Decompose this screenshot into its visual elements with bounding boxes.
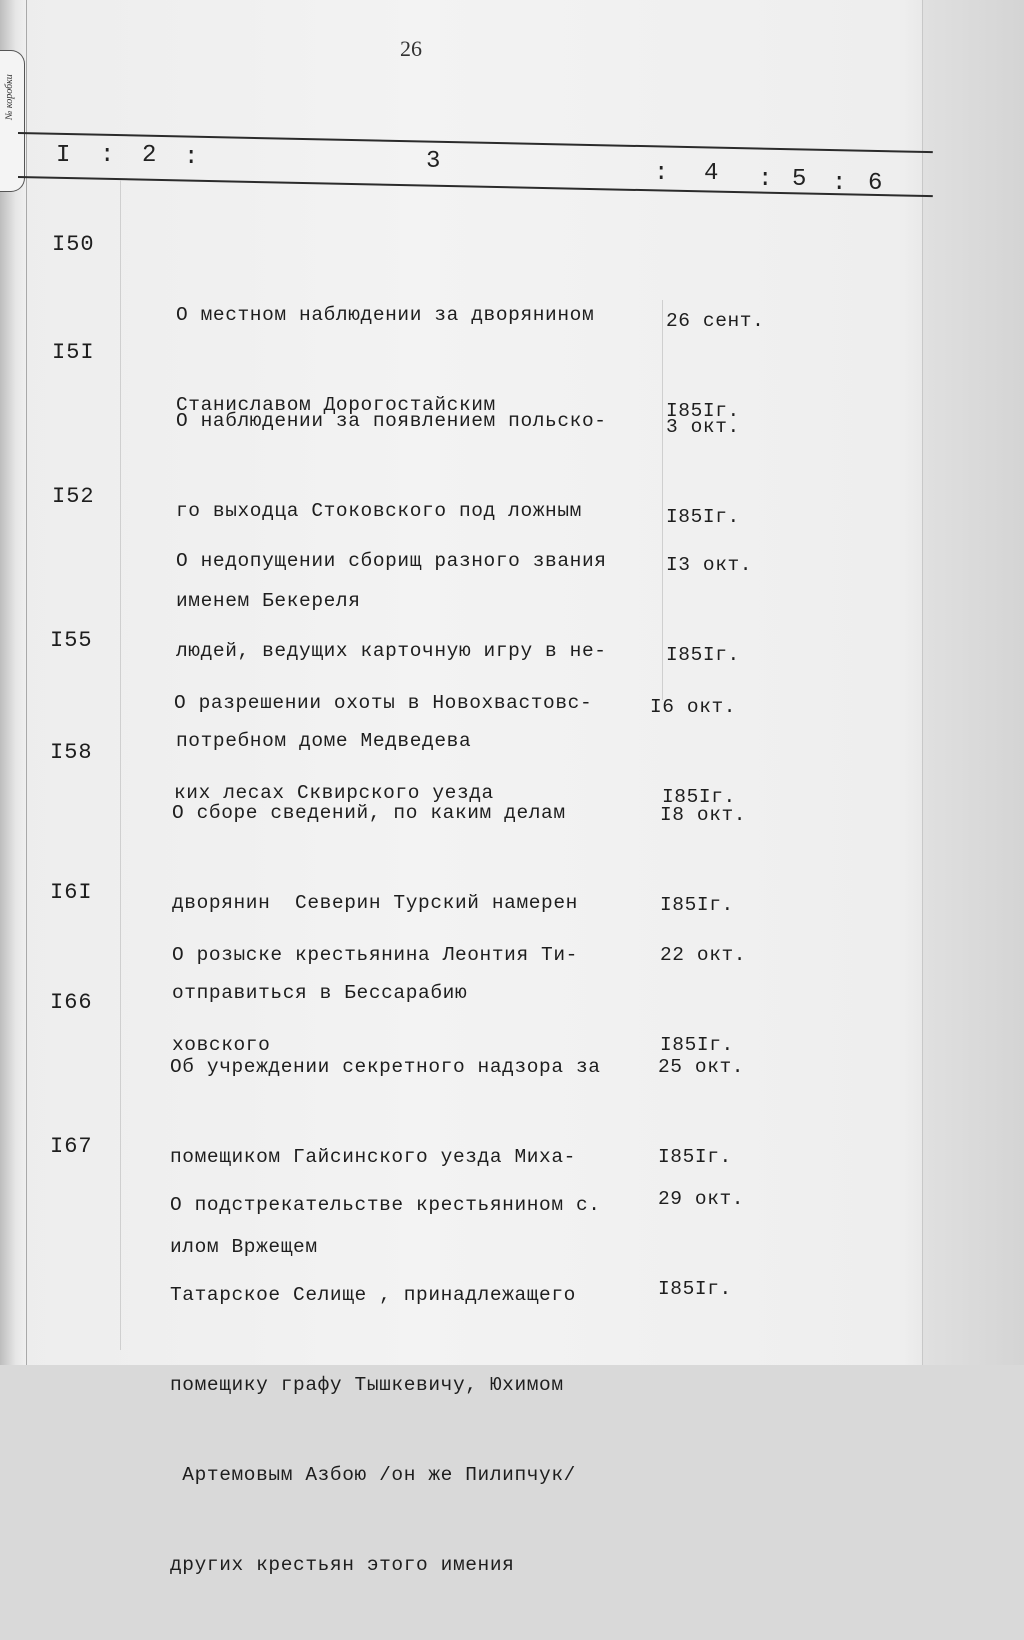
case-date [658, 1124, 744, 1364]
binding-edge [0, 0, 27, 1365]
date-day: 25 окт. [658, 1056, 745, 1078]
column-separator: : [758, 166, 773, 193]
page-number: 26 [400, 36, 422, 61]
date-year: I85Iг. [666, 506, 740, 528]
column-separator: : [832, 170, 847, 197]
date-day: 29 окт. [658, 1188, 745, 1210]
description-line: ких лесах Сквирского уезда [174, 782, 494, 804]
description-line: других крестьян этого имения [170, 1554, 515, 1576]
date-day: 22 окт. [660, 944, 747, 966]
column-2-header: 2 [142, 142, 157, 169]
date-day: I3 окт. [666, 554, 753, 576]
case-number: I5I [52, 340, 95, 365]
description-line: людей, ведущих карточную игру в не- [176, 640, 607, 662]
date-year: I85Iг. [660, 894, 734, 916]
description-line: О наблюдении за появлением польско- [176, 410, 607, 432]
description-line: илом Вржещем [170, 1236, 318, 1258]
description-line: Станиславом Дорогостайским [176, 394, 496, 416]
column-6-header: 6 [868, 170, 883, 197]
case-description [170, 1130, 601, 1640]
column-separator: : [184, 144, 199, 171]
column-divider [120, 180, 121, 1350]
description-line: О недопущении сборищ разного звания [176, 550, 607, 572]
date-day: I6 окт. [650, 696, 737, 718]
description-line: именем Бекереля [176, 590, 361, 612]
description-line: помещиком Гайсинского уезда Миха- [170, 1146, 576, 1168]
box-number-stamp-text: № коробки [4, 74, 15, 120]
column-5-header: 5 [792, 166, 807, 193]
description-line: О сборе сведений, по каким делам [172, 802, 566, 824]
box-number-stamp [0, 50, 25, 192]
description-line: дворянин Северин Турский намерен [172, 892, 578, 914]
date-day: 3 окт. [666, 416, 740, 438]
column-1-header: I [56, 142, 71, 169]
description-line: отправиться в Бессарабию [172, 982, 468, 1004]
description-line: О разрешении охоты в Новохвастовс- [174, 692, 593, 714]
date-year: I85Iг. [666, 400, 740, 422]
description-line: О розыске крестьянина Леонтия Ти- [172, 944, 578, 966]
description-line: О подстрекательстве крестьянином с. [170, 1194, 601, 1216]
case-number: I67 [50, 1134, 93, 1159]
date-day: 26 сент. [666, 310, 765, 332]
description-line: Об учреждении секретного надзора за [170, 1056, 601, 1078]
description-line: Татарское Селище , принадлежащего [170, 1284, 576, 1306]
description-line: Артемовым Азбою /он же Пилипчук/ [170, 1464, 576, 1486]
case-number: I6I [50, 880, 93, 905]
description-line: го выходца Стоковского под ложным [176, 500, 582, 522]
date-day: I8 окт. [660, 804, 747, 826]
description-line: потребном доме Медведева [176, 730, 472, 752]
case-number: I50 [52, 232, 95, 257]
date-year: I85Iг. [666, 644, 740, 666]
case-number: I66 [50, 990, 93, 1015]
date-year: I85Iг. [658, 1146, 732, 1168]
underlying-page-edge [922, 0, 1024, 1365]
column-4-header: 4 [704, 160, 719, 187]
date-year: I85Iг. [662, 786, 736, 808]
description-line: помещику графу Тышкевичу, Юхимом [170, 1374, 564, 1396]
case-number: I55 [50, 628, 93, 653]
case-number: I52 [52, 484, 95, 509]
description-line: О местном наблюдении за дворянином [176, 304, 595, 326]
date-year: I85Iг. [658, 1278, 732, 1300]
column-separator: : [654, 160, 669, 187]
column-separator: : [100, 142, 115, 169]
description-line: ховского [172, 1034, 271, 1056]
case-number: I58 [50, 740, 93, 765]
date-year: I85Iг. [660, 1034, 734, 1056]
column-3-header: 3 [426, 148, 441, 175]
